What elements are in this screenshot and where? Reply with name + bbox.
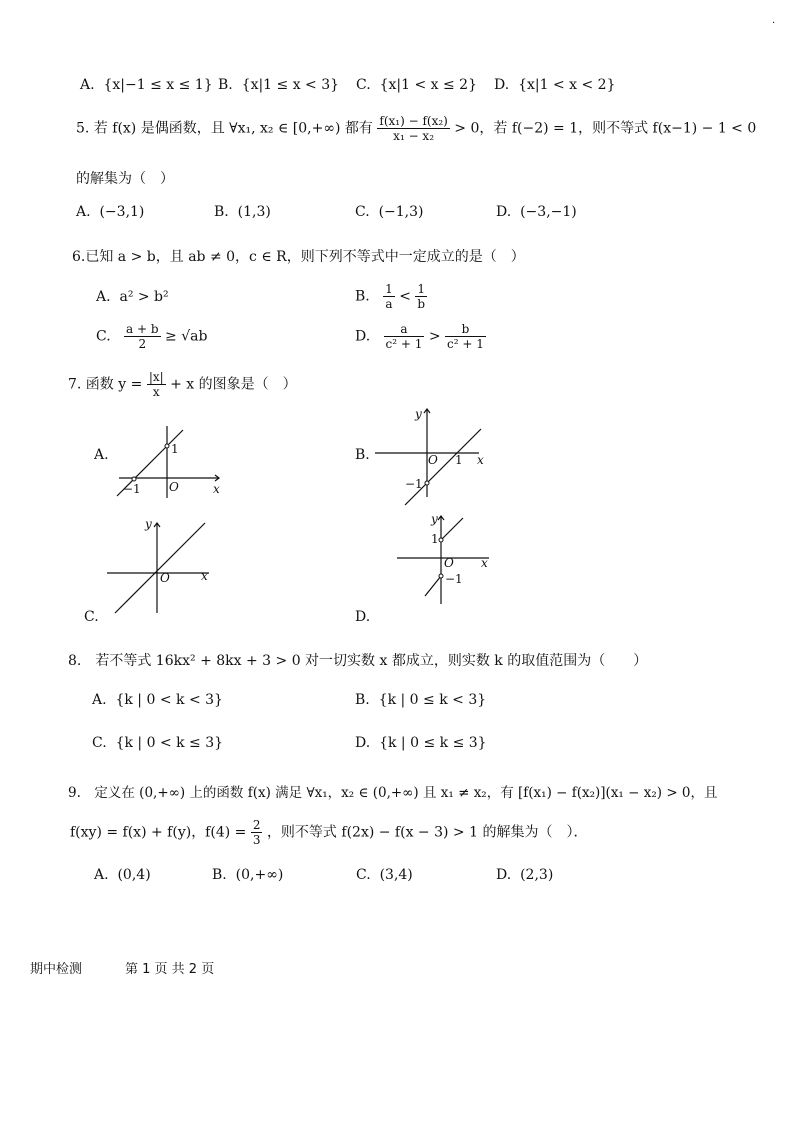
line-y-eq-2x bbox=[115, 523, 205, 613]
q7-graph-d[interactable] bbox=[395, 510, 495, 605]
label-x: x bbox=[201, 569, 208, 583]
q7-graph-b[interactable] bbox=[375, 405, 490, 500]
q9-stem: 9. 定义在 (0,+∞) 上的函数 f(x) 满足 ∀x₁，x₂ ∈ (0,+∞) 且 x₁ ≠ x₂，有 [f(x₁) − f(x₂)](x₁ − x₂) > 0，且 bbox=[68, 785, 718, 801]
q8-option-c[interactable]: C. {k | 0 < k ≤ 3} bbox=[92, 735, 224, 751]
line-right-branch bbox=[441, 518, 463, 540]
q5-stem: 5. 若 f(x) 是偶函数，且 ∀x₁, x₂ ∈ [0,+∞) 都有 $\frac{\text{f(x₁) − f(x₂)}}{\text{x₁ − x₂}}$ > 0，若 f(−2) = 1，则不等式 f(x−1) − 1 < 0 bbox=[76, 114, 757, 143]
q6-c-fraction: $\frac{a + b}{2}$ bbox=[126, 322, 159, 351]
q8-option-d[interactable]: D. {k | 0 ≤ k ≤ 3} bbox=[355, 735, 487, 751]
label-neg-one: −1 bbox=[445, 572, 463, 586]
label-origin: O bbox=[169, 480, 179, 494]
open-point bbox=[165, 444, 169, 448]
label-origin: O bbox=[428, 453, 438, 467]
q7-graph-a[interactable] bbox=[115, 420, 225, 500]
label-one: 1 bbox=[171, 442, 179, 456]
line-left-branch bbox=[425, 576, 441, 596]
q6-option-a[interactable]: A. a² > b² bbox=[96, 289, 169, 305]
open-point bbox=[439, 574, 443, 578]
q5-stem-cont: 的解集为（ ） bbox=[76, 171, 174, 187]
q6-b-left-fraction: $\frac{1}{a}$ bbox=[385, 282, 393, 311]
label-y: y bbox=[431, 512, 438, 526]
q4-option-b[interactable]: B. {x|1 ≤ x < 3} bbox=[218, 77, 340, 93]
q4-option-d[interactable]: D. {x|1 < x < 2} bbox=[494, 77, 616, 93]
footer-page-number: 第 1 页 共 2 页 bbox=[125, 962, 215, 977]
label-neg-one: −1 bbox=[123, 482, 141, 496]
q6-option-c[interactable]: C. $\frac{a + b}{2}$ ≥ √ab bbox=[96, 322, 208, 351]
q6-option-d[interactable]: D. $\frac{a}{\text{c² + 1}}$ > $\frac{b}{\text{c² + 1}}$ bbox=[355, 322, 484, 351]
q6-b-right-fraction: $\frac{1}{b}$ bbox=[417, 282, 426, 311]
q6-d-right-fraction: $\frac{b}{\text{c² + 1}}$ bbox=[447, 322, 484, 351]
q8-option-b[interactable]: B. {k | 0 ≤ k < 3} bbox=[355, 692, 487, 708]
q6-stem: 6.已知 a > b，且 ab ≠ 0，c ∈ R，则下列不等式中一定成立的是（ ） bbox=[72, 249, 525, 265]
q4-option-c[interactable]: C. {x|1 < x ≤ 2} bbox=[356, 77, 477, 93]
q7-fraction: $\frac{|x|}{x}$ bbox=[148, 370, 164, 399]
open-point bbox=[425, 481, 429, 485]
q7-graph-c[interactable] bbox=[105, 515, 220, 615]
q9-option-b[interactable]: B. (0,+∞) bbox=[212, 867, 284, 883]
label-origin: O bbox=[160, 571, 170, 585]
q5-option-c[interactable]: C. (−1,3) bbox=[355, 204, 424, 220]
corner-mark: · bbox=[772, 18, 776, 29]
q9-option-d[interactable]: D. (2,3) bbox=[496, 867, 554, 883]
q7-stem: 7. 函数 y = $\frac{|x|}{x}$ + x 的图象是（ ） bbox=[68, 370, 297, 399]
label-x: x bbox=[481, 556, 488, 570]
label-y: y bbox=[145, 517, 152, 531]
label-one: 1 bbox=[455, 453, 463, 467]
q5-fraction: $\frac{\text{f(x₁) − f(x₂)}}{\text{x₁ − x₂}}$ bbox=[379, 114, 448, 143]
q7-graph-d-label[interactable]: D. bbox=[355, 609, 371, 625]
q8-stem: 8. 若不等式 16kx² + 8kx + 3 > 0 对一切实数 x 都成立，则实数 k 的取值范围为（ ） bbox=[68, 653, 648, 669]
q9-fraction: $\frac{2}{3}$ bbox=[252, 818, 261, 847]
q8-option-a[interactable]: A. {k | 0 < k < 3} bbox=[92, 692, 223, 708]
q9-stem-cont: f(xy) = f(x) + f(y)，f(4) = $\frac{2}{3}$ ，则不等式 f(2x) − f(x − 3) > 1 的解集为（ ）． bbox=[70, 818, 588, 847]
q7-graph-c-label[interactable]: C. bbox=[84, 609, 99, 625]
q4-option-a[interactable]: A. {x|−1 ≤ x ≤ 1} bbox=[80, 77, 213, 93]
open-point bbox=[439, 538, 443, 542]
q5-option-b[interactable]: B. (1,3) bbox=[214, 204, 271, 220]
q5-option-a[interactable]: A. (−3,1) bbox=[76, 204, 145, 220]
q9-option-a[interactable]: A. (0,4) bbox=[94, 867, 151, 883]
label-one: 1 bbox=[431, 532, 439, 546]
label-neg-one: −1 bbox=[405, 477, 423, 491]
label-y: y bbox=[415, 407, 422, 421]
label-origin: O bbox=[444, 556, 454, 570]
q5-option-d[interactable]: D. (−3,−1) bbox=[496, 204, 577, 220]
label-x: x bbox=[477, 453, 484, 467]
footer-exam-title: 期中检测 bbox=[30, 962, 83, 977]
q9-option-c[interactable]: C. (3,4) bbox=[356, 867, 413, 883]
q7-graph-a-label[interactable]: A. bbox=[94, 447, 109, 463]
q7-graph-b-label[interactable]: B. bbox=[355, 447, 370, 463]
q6-option-b[interactable]: B. $\frac{1}{a}$ < $\frac{1}{b}$ bbox=[355, 282, 426, 311]
open-point bbox=[132, 477, 136, 481]
q6-d-left-fraction: $\frac{a}{\text{c² + 1}}$ bbox=[385, 322, 423, 351]
q7-graph-c-svg bbox=[105, 515, 220, 615]
label-x: x bbox=[213, 482, 220, 496]
